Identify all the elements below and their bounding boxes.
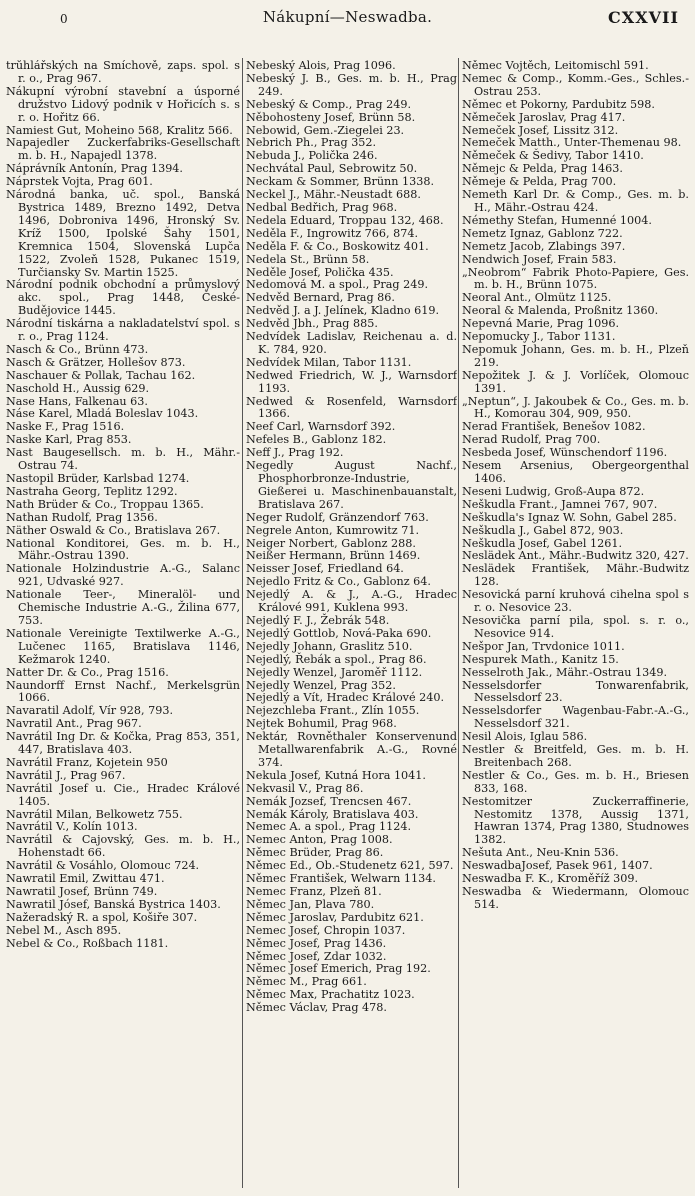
directory-entry: Něbohosteny Josef, Brünn 58. [246,110,416,124]
directory-entry: „Neobrom“ Fabrik Photo-Papiere, Ges. m. b. H., Brünn 1075. [462,265,689,292]
directory-entry: Naschold H., Aussig 629. [6,381,150,395]
directory-entry: Neckam & Sommer, Brünn 1338. [246,175,435,189]
directory-entry: Nažeradský R. a spol, Košiře 307. [6,910,198,924]
directory-entry: Němec Václav, Prag 478. [246,1001,387,1015]
directory-entry: Nemetz Ignaz, Gablonz 722. [462,226,623,240]
directory-entry: Nesbeda Josef, Wünschendorf 1196. [462,446,668,460]
directory-entry: Nejedlý A. & J., A.-G., Hradec Králové 991, Kuklena 993. [246,588,457,615]
directory-entry: Nath Brüder & Co., Troppau 1365. [6,497,204,511]
directory-entry: Navrátil Ing Dr. & Kočka, Prag 853, 351, 447, Bratislava 403. [6,730,240,757]
directory-entry: Naundorff Ernst Nachf., Merkelsgrün 1066. [6,678,240,705]
directory-entry: Nebowid, Gem.-Ziegelei 23. [246,123,405,137]
directory-entry: Neseni Ludwig, Groß-Aupa 872. [462,484,645,498]
directory-entry: Nákupní výrobní stavební a úsporné družstvo Lidový podnik v Hořicích s. s r. o. Hořitz 66. [6,84,240,124]
directory-entry: Nesem Arsenius, Obergeorgenthal 1406. [462,459,689,485]
directory-entry: Nestomitzer Zuckerraffinerie, Nestomitz 1378, Aussig 1371, Hawran 1374, Prag 1380, Studnowes 1382. [462,794,689,847]
directory-entry: Navrátil & Vosáhlo, Olomouc 724. [6,859,200,873]
directory-entry: Nešuta Ant., Neu-Knin 536. [462,846,619,860]
directory-entry: Nawratil Emil, Zwittau 471. [6,872,165,886]
directory-entry: Neswadba & Wiedermann, Olomouc 514. [462,885,689,911]
column-divider [242,58,243,1188]
directory-entry: Nebeský J. B., Ges. m. b. H., Prag 249. [246,71,457,98]
directory-entry: Nedela Eduard, Troppau 132, 468. [246,213,444,227]
directory-entry: Neškudla J., Gabel 872, 903. [462,523,624,537]
directory-entry: Neckel J., Mähr.-Neustadt 688. [246,188,421,202]
directory-entry: Nestler & Breitfeld, Ges. m. b. H. Breitenbach 268. [462,743,689,769]
directory-entry: Nespurek Math., Kanitz 15. [462,652,619,666]
directory-entry: Naske F., Prag 1516. [6,420,125,434]
directory-entry: Natter Dr. & Co., Prag 1516. [6,665,169,679]
directory-entry: Neslädek František, Mähr.-Budwitz 128. [462,562,689,589]
directory-column-3 [462,60,689,1188]
directory-entry: Neger Rudolf, Gränzendorf 763. [246,510,429,524]
directory-column-1 [6,60,240,1188]
directory-entry: Nedvídek Ladislav, Reichenau a. d. K. 784, 920. [246,330,457,356]
directory-entry: Nejedlý Gottlob, Nová-Paka 690. [246,626,432,640]
directory-entry: Nebuda J., Polička 246. [246,149,378,163]
directory-entry: Neisser Josef, Friedland 64. [246,562,404,576]
directory-entry: Nathan Rudolf, Prag 1356. [6,510,158,524]
directory-entry: Neslädek Ant., Mähr.-Budwitz 320, 427. [462,549,689,563]
directory-entry: Nebeský Alois, Prag 1096. [246,60,396,72]
directory-entry: Nemec A. a spol., Prag 1124. [246,820,412,834]
directory-entry: Nedomová M. a spol., Prag 249. [246,278,429,292]
directory-entry: NeswadbaJosef, Pasek 961, 1407. [462,859,653,873]
directory-entry: Nemec Josef, Chropin 1037. [246,923,406,937]
directory-entry: Napajedler Zuckerfabriks-Gesellschaft m. b. H., Napajedl 1378. [6,136,240,163]
directory-entry: Nerad František, Benešov 1082. [462,420,646,434]
directory-entry: Národná banka, uč. spol., Banská Bystrica 1489, Brezno 1492, Detva 1496, Dobroniva 1496, Hronský Sv. Kríž 1500, Ipolské Šahy 1501, Kremnica 1504, Slovenská Lupča 1522, Zvoleň 1528, Pukanec 1519, Turčiansky Sv. Martin 1525. [6,188,240,279]
directory-entry: Němec M., Prag 661. [246,975,367,989]
directory-entry: Nestler & Co., Ges. m. b. H., Briesen 833, 168. [462,768,689,795]
directory-entry: Nemeček Matth., Unter-Themenau 98. [462,136,682,150]
directory-entry: Náprávník Antonín, Prag 1394. [6,162,183,176]
directory-entry: Nesselsdorfer Wagenbau-Fabr.-A.-G., Nesselsdorf 321. [462,704,689,731]
directory-entry: Nesselsdorfer Tonwarenfabrik, Nesselsdorf 23. [462,678,689,705]
directory-entry: Naske Karl, Prag 853. [6,433,132,447]
directory-entry: Nepomucky J., Tabor 1131. [462,330,616,344]
directory-entry: Nedbal Bedřich, Prag 968. [246,200,398,214]
directory-entry: Neškudla's Ignaz W. Sohn, Gabel 285. [462,510,677,524]
header-lead-mark: 0 [60,12,68,26]
directory-entry: Němec Josef, Zdar 1032. [246,949,387,963]
directory-entry: Němec et Pokorny, Pardubitz 598. [462,97,655,111]
directory-entry: Němec Josef Emerich, Prag 192. [246,962,431,976]
directory-entry: Nejedly Wenzel, Prag 352. [246,678,396,692]
directory-entry: Nejtek Bohumil, Prag 968. [246,717,397,731]
directory-entry: Neděla F. & Co., Boskowitz 401. [246,239,429,253]
directory-entry: Nemetz Jacob, Zlabings 397. [462,239,626,253]
directory-entry: Nebeský & Comp., Prag 249. [246,97,412,111]
directory-entry: Nasch & Co., Brünn 473. [6,342,149,356]
directory-entry: Navrátil Milan, Belkowetz 755. [6,807,183,821]
directory-entry: Neef Carl, Warnsdorf 392. [246,420,396,434]
directory-entry: Nedvěd Bernard, Prag 86. [246,291,395,305]
directory-entry: Nedvěd J. a J. Jelínek, Kladno 619. [246,304,440,318]
directory-entry: Negrele Anton, Kumrowitz 71. [246,523,420,537]
directory-entry: Nastopil Brüder, Karlsbad 1274. [6,472,190,485]
directory-entry: Němec Brüder, Prag 86. [246,846,384,860]
directory-entry: Nastraha Georg, Teplitz 1292. [6,484,178,498]
directory-entry: Nejedlý, Řebák a spol., Prag 86. [246,652,427,666]
directory-entry: Nefeles B., Gablonz 182. [246,433,387,447]
directory-entry: Němeček Jaroslav, Prag 417. [462,110,626,124]
directory-entry: Neoral & Malenda, Proßnitz 1360. [462,304,659,318]
directory-entry: Navrátil J., Prag 967. [6,768,126,782]
directory-entry: Němeček & Šedivy, Tabor 1410. [462,149,644,163]
directory-entry: Navaratil Adolf, Vír 928, 793. [6,704,174,718]
directory-entry: Nepomuk Johann, Ges. m. b. H., Plzeň 219. [462,342,689,369]
directory-entry: Nemák Károly, Bratislava 403. [246,807,419,821]
directory-entry: Nejedlý F. J., Žebrák 548. [246,613,390,627]
directory-entry: Näther Oswald & Co., Bratislava 267. [6,523,221,537]
directory-entry: Náse Karel, Mladá Boleslav 1043. [6,407,199,421]
directory-entry: Neškudla Josef, Gabel 1261. [462,536,623,550]
directory-entry: Nejezchleba Frant., Zlín 1055. [246,704,420,718]
directory-entry: Nemec & Comp., Komm.-Ges., Schles.-Ostrau 253. [462,71,689,98]
directory-entry: Neff J., Prag 192. [246,446,344,460]
directory-entry: Navrátil Franz, Kojetein 950 [6,755,168,769]
directory-entry: Navrátil & Cajovský, Ges. m. b. H., Hohenstadt 66. [6,833,240,860]
directory-entry: Nationale Vereinigte Textilwerke A.-G., Lučenec 1165, Bratislava 1146, Kežmarok 1240. [6,626,240,666]
directory-entry: Nesselroth Jak., Mähr.-Ostrau 1349. [462,665,668,679]
directory-entry: Nawratil Josef, Brünn 749. [6,885,158,898]
directory-entry: National Konditorei, Ges. m. b. H., Mähr.-Ostrau 1390. [6,536,240,563]
directory-entry: Nebel M., Asch 895. [6,923,122,937]
directory-entry: Navrátil Josef u. Cie., Hradec Králové 1405. [6,781,240,808]
directory-entry: Němec Ed., Ob.-Studenetz 621, 597. [246,859,454,873]
directory-entry: Národní tiskárna a nakladatelství spol. s r. o., Prag 1124. [6,317,240,344]
directory-entry: Nasch & Grätzer, Hollešov 873. [6,355,186,369]
directory-entry: Némethy Stefan, Humenné 1004. [462,213,652,227]
directory-entry: Nekvasil V., Prag 86. [246,781,364,795]
directory-entry: Národní podnik obchodní a průmyslový akc. spol., Prag 1448, České-Budějovice 1445. [6,278,240,318]
directory-entry: Neškudla Frant., Jamnei 767, 907. [462,497,658,511]
directory-entry: Nebel & Co., Roßbach 1181. [6,936,169,950]
directory-entry: Neißer Hermann, Brünn 1469. [246,549,421,563]
directory-entry: Nekula Josef, Kutná Hora 1041. [246,768,426,782]
directory-entry: Nemeth Karl Dr. & Comp., Ges. m. b. H., Mähr.-Ostrau 424. [462,188,689,214]
directory-entry: Nepevná Marie, Prag 1096. [462,317,620,331]
page-header [0,6,695,36]
directory-entry: Nase Hans, Falkenau 63. [6,394,148,408]
directory-entry: Nesovička parní pila, spol. s. r. o., Nesovice 914. [462,613,689,640]
directory-entry: Němec Vojtěch, Leitomischl 591. [462,60,649,72]
directory-entry: Nechvátal Paul, Sebrowitz 50. [246,162,418,176]
directory-entry: Nejedlo Fritz & Co., Gablonz 64. [246,575,431,589]
directory-entry: Nendwich Josef, Frain 583. [462,252,617,266]
directory-entry: Nebrich Ph., Prag 352. [246,136,377,150]
directory-entry: Němec Josef, Prag 1436. [246,936,387,950]
directory-entry: Němec Jaroslav, Pardubitz 621. [246,910,424,924]
directory-entry: Negedly August Nachf., Phosphorbronze-Industrie, Gießerei u. Maschinenbauanstalt, Bratislava 267. [246,459,457,511]
directory-entry: Nešpor Jan, Trvdonice 1011. [462,639,625,653]
directory-entry: Neswadba F. K., Kroměříž 309. [462,872,639,886]
page-title: Nákupní—Neswadba. [262,8,433,26]
directory-entry: Nemec Franz, Plzeň 81. [246,885,382,898]
directory-entry: Navrátil V., Kolín 1013. [6,820,138,834]
directory-entry: Nemec Anton, Prag 1008. [246,833,393,847]
directory-entry: Neděle Josef, Polička 435. [246,265,394,279]
directory-entry: Nedvídek Milan, Tabor 1131. [246,355,412,369]
directory-entry: Němejc & Pelda, Prag 1463. [462,162,623,176]
directory-entry: Naschauer & Pollak, Tachau 162. [6,368,196,382]
directory-entry: Nejedly Johann, Graslitz 510. [246,639,413,653]
directory-entry: Nedvěd Jbh., Prag 885. [246,317,378,331]
page-number: CXXVII [608,8,679,27]
directory-entry: Nejedly Wenzel, Jaroměř 1112. [246,665,423,679]
directory-entry: Němec František, Welwarn 1134. [246,872,436,886]
directory-entry: Nedwed Friedrich, W. J., Warnsdorf 1193. [246,368,457,395]
directory-entry: Náprstek Vojta, Prag 601. [6,175,153,189]
directory-entry: Nesil Alois, Iglau 586. [462,730,588,744]
directory-entry: trůhlářských na Smíchově, zaps. spol. s r. o., Prag 967. [6,60,240,85]
directory-entry: „Neptun“, J. Jakoubek & Co., Ges. m. b. H., Komorau 304, 909, 950. [462,394,689,421]
directory-entry: Namiest Gut, Moheino 568, Kralitz 566. [6,123,233,137]
directory-entry: Navratil Ant., Prag 967. [6,717,142,731]
directory-entry: Nepožitek J. & J. Vorlíček, Olomouc 1391. [462,368,689,395]
directory-entry: Neiger Norbert, Gablonz 288. [246,536,416,550]
directory-entry: Němec Jan, Plava 780. [246,897,375,911]
directory-column-2 [246,60,457,1188]
directory-entry: Neděla F., Ingrowitz 766, 874. [246,226,419,240]
column-divider [458,58,459,1188]
directory-entry: Nemák Jozsef, Trencsen 467. [246,794,412,808]
directory-entry: Nerad Rudolf, Prag 700. [462,433,601,447]
directory-entry: Němeje & Pelda, Prag 700. [462,175,617,189]
directory-entry: Neoral Ant., Olmütz 1125. [462,291,612,305]
directory-entry: Nedwed & Rosenfeld, Warnsdorf 1366. [246,394,457,421]
directory-entry: Nationale Teer-, Mineralöl- und Chemische Industrie A.-G., Žilina 677, 753. [6,588,240,627]
directory-entry: Nemeček Josef, Lissitz 312. [462,123,619,137]
directory-entry: Nejedlý a Vít, Hradec Králové 240. [246,691,445,705]
directory-entry: Nationale Holzindustrie A.-G., Salanc 921, Udvaské 927. [6,562,240,589]
directory-entry: Nektár, Rovněthaler Konservenund Metallwarenfabrik A.-G., Rovné 374. [246,730,457,769]
directory-entry: Nawratil Jósef, Banská Bystrica 1403. [6,897,221,911]
directory-entry: Nast Baugesellsch. m. b. H., Mähr.-Ostrau 74. [6,446,240,473]
directory-entry: Němec Max, Prachatitz 1023. [246,988,415,1002]
directory-entry: Nedela St., Brünn 58. [246,252,370,266]
directory-entry: Nesovická parní kruhová cihelna spol s r. o. Nesovice 23. [462,588,689,615]
